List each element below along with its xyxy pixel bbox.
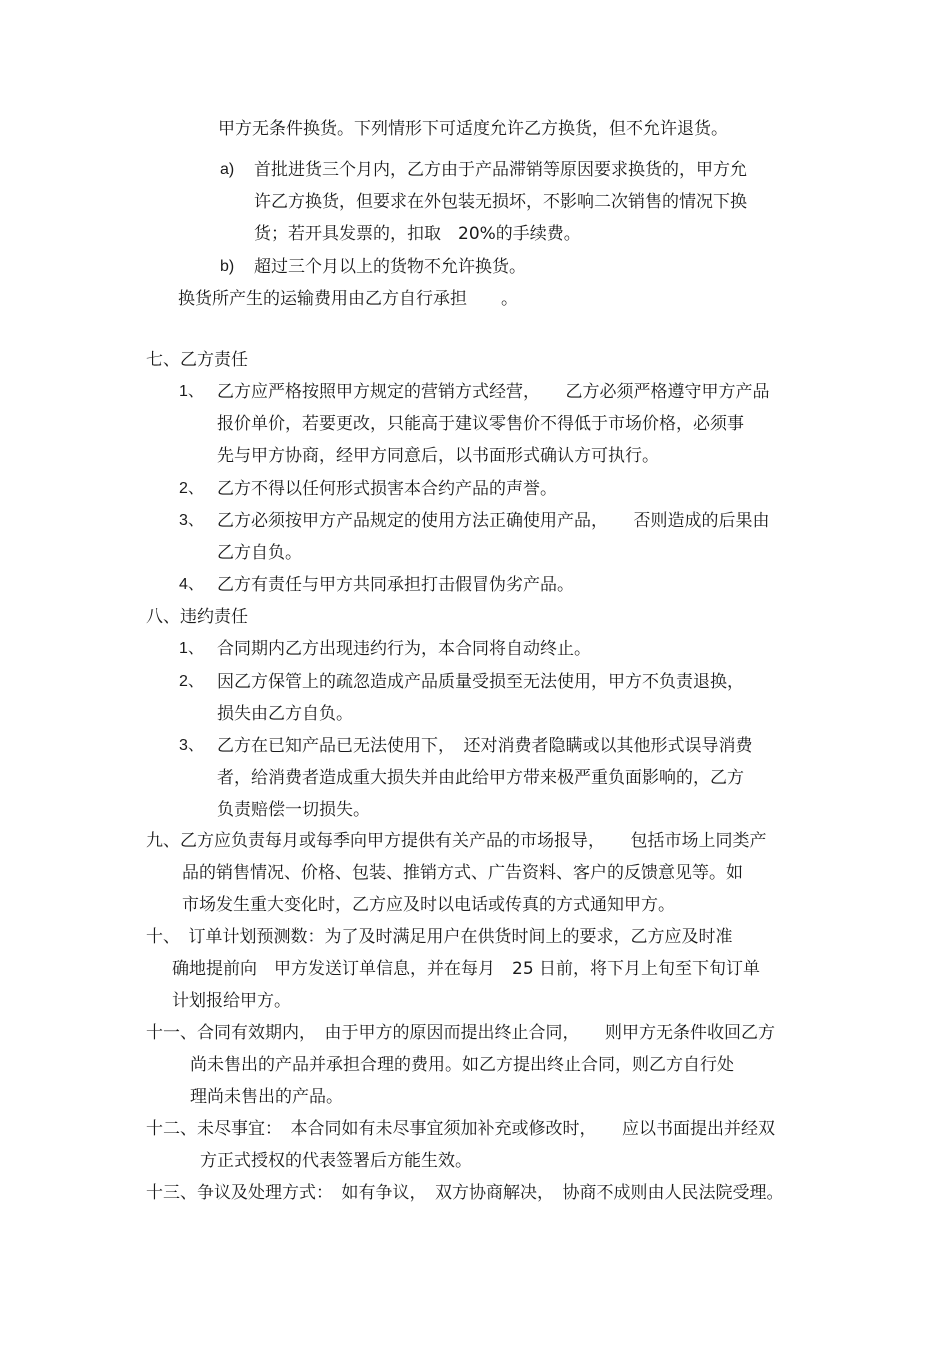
- s9-line-2: 品的销售情况、价格、包装、推销方式、广告资料、客户的反馈意见等。如: [182, 863, 743, 883]
- s7-marker-4: 4、: [179, 576, 204, 593]
- s7-marker-1: 1、: [179, 383, 204, 400]
- freight-line: 换货所产生的运输费用由乙方自行承担 。: [178, 289, 518, 309]
- s11-line-3: 理尚未售出的产品。: [190, 1087, 343, 1107]
- s11-line-1: 十一、合同有效期内， 由于甲方的原因而提出终止合同， 则甲方无条件收回乙方: [146, 1023, 775, 1043]
- s11-line-2: 尚未售出的产品并承担合理的费用。如乙方提出终止合同，则乙方自行处: [190, 1055, 734, 1075]
- item-a-line-3: 货；若开具发票的，扣取 20%的手续费。: [254, 224, 581, 244]
- section-7-heading: 七、乙方责任: [146, 350, 248, 370]
- s8-item-1-line-1: 合同期内乙方出现违约行为，本合同将自动终止。: [217, 639, 591, 659]
- s10-line-1: 十、 订单计划预测数：为了及时满足用户在供货时间上的要求，乙方应及时准: [146, 927, 733, 947]
- s7-item-3-line-2: 乙方自负。: [217, 543, 302, 563]
- s8-marker-2: 2、: [179, 673, 204, 690]
- s7-item-1-line-2: 报价单价，若要更改，只能高于建议零售价不得低于市场价格，必须事: [217, 414, 744, 434]
- s8-item-2-line-2: 损失由乙方自负。: [217, 704, 353, 724]
- item-b-line-1: 超过三个月以上的货物不允许换货。: [254, 257, 526, 277]
- item-a-line-1: 首批进货三个月内，乙方由于产品滞销等原因要求换货的，甲方允: [254, 160, 747, 180]
- s7-marker-2: 2、: [179, 480, 204, 497]
- s7-item-3-line-1: 乙方必须按甲方产品规定的使用方法正确使用产品， 否则造成的后果由: [217, 511, 770, 531]
- s8-item-3-line-2: 者，给消费者造成重大损失并由此给甲方带来极严重负面影响的，乙方: [217, 768, 744, 788]
- s8-item-3-line-1: 乙方在已知产品已无法使用下， 还对消费者隐瞒或以其他形式误导消费: [217, 736, 753, 756]
- s8-item-2-line-1: 因乙方保管上的疏忽造成产品质量受损至无法使用，甲方不负责退换，: [217, 672, 744, 692]
- section-8-heading: 八、违约责任: [146, 607, 248, 627]
- s8-item-3-line-3: 负责赔偿一切损失。: [217, 800, 370, 820]
- s13-line-1: 十三、争议及处理方式： 如有争议， 双方协商解决， 协商不成则由人民法院受理。: [146, 1183, 784, 1203]
- s10-line-3: 计划报给甲方。: [172, 991, 291, 1011]
- s12-line-1: 十二、未尽事宜： 本合同如有未尽事宜须加补充或修改时， 应以书面提出并经双: [146, 1119, 775, 1139]
- s7-marker-3: 3、: [179, 512, 204, 529]
- s7-item-1-line-3: 先与甲方协商，经甲方同意后，以书面形式确认方可执行。: [217, 446, 659, 466]
- item-a-line-2: 许乙方换货，但要求在外包装无损坏，不影响二次销售的情况下换: [254, 192, 747, 212]
- s7-item-4-line-1: 乙方有责任与甲方共同承担打击假冒伪劣产品。: [217, 575, 574, 595]
- s12-line-2: 方正式授权的代表签署后方能生效。: [200, 1151, 472, 1171]
- intro-line: 甲方无条件换货。下列情形下可适度允许乙方换货，但不允许退货。: [218, 119, 728, 139]
- s8-marker-3: 3、: [179, 737, 204, 754]
- s9-line-1: 九、乙方应负责每月或每季向甲方提供有关产品的市场报导， 包括市场上同类产: [146, 831, 767, 851]
- list-marker-b: b): [220, 258, 235, 275]
- s7-item-1-line-1: 乙方应严格按照甲方规定的营销方式经营， 乙方必须严格遵守甲方产品: [217, 382, 770, 402]
- s8-marker-1: 1、: [179, 640, 204, 657]
- s9-line-3: 市场发生重大变化时，乙方应及时以电话或传真的方式通知甲方。: [182, 895, 675, 915]
- s10-line-2: 确地提前向 甲方发送订单信息，并在每月 25 日前，将下月上旬至下旬订单: [172, 959, 761, 979]
- s7-item-2-line-1: 乙方不得以任何形式损害本合约产品的声誉。: [217, 479, 557, 499]
- list-marker-a: a): [220, 161, 235, 178]
